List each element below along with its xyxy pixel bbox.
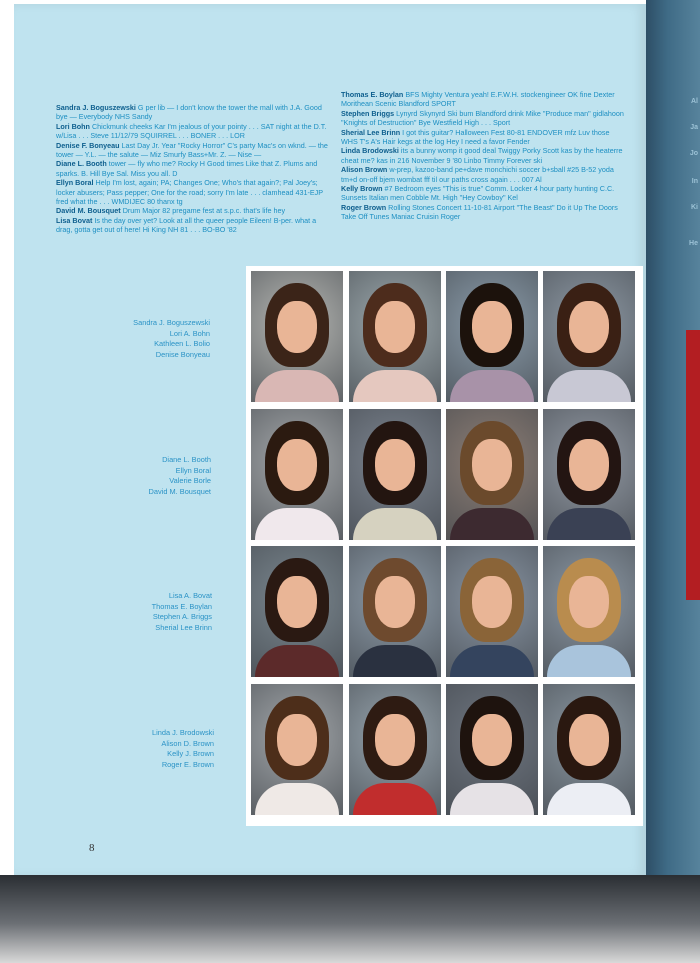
face-shape bbox=[375, 576, 415, 628]
student-name: Sandra J. Boguszewski bbox=[133, 318, 210, 327]
shirt-shape bbox=[450, 645, 534, 677]
student-name: Lori A. Bohn bbox=[169, 328, 210, 338]
bio-entry: Sherial Lee Brinn I got this guitar? Halloween Fest 80-81 ENDOVER mfz Luv those WHS T's A's Hair kegs at the log Hey I need a favor Fender bbox=[341, 127, 610, 147]
student-portrait bbox=[251, 546, 343, 677]
face-shape bbox=[277, 576, 317, 628]
student-name: Valerie Borle bbox=[169, 476, 211, 486]
student-portrait bbox=[251, 271, 343, 402]
face-shape bbox=[569, 576, 609, 628]
face-shape bbox=[277, 301, 317, 353]
face-shape bbox=[277, 714, 317, 766]
face-shape bbox=[375, 714, 415, 766]
student-portrait bbox=[349, 409, 441, 540]
scan-shadow bbox=[0, 875, 700, 963]
shirt-shape bbox=[450, 370, 534, 402]
name-group-row-4 bbox=[74, 728, 214, 770]
student-name: Roger E. Brown bbox=[161, 759, 214, 769]
student-portrait bbox=[543, 409, 635, 540]
student-portrait bbox=[349, 546, 441, 677]
shirt-shape bbox=[353, 645, 437, 677]
bio-entry: Ellyn Boral Help I'm lost, again; PA; Changes One; Who's that again?; Pal Joey's; locker abusers; Pass pepper; One for the road; sorry I'm late . . . clamhead 431-EJP fred what the . . . WMDIJEC 80 thanx tg bbox=[56, 178, 323, 207]
shirt-shape bbox=[450, 783, 534, 815]
student-name: David M. Bousquet bbox=[148, 486, 211, 496]
bio-entry: Alison Brown w-prep, kazoo-band pe+dave monchichi soccer b+sball #25 B-52 yoda tm+d on-off bjem wombat fff til our paths cross again . . . 007 Al bbox=[341, 165, 614, 184]
student-name: Sherial Lee Brinn bbox=[155, 622, 212, 632]
bio-column-right bbox=[341, 90, 624, 222]
shirt-shape bbox=[450, 508, 534, 540]
student-name: Stephen A. Briggs bbox=[152, 612, 212, 622]
student-portrait bbox=[349, 271, 441, 402]
student-portrait bbox=[446, 546, 538, 677]
shirt-shape bbox=[353, 508, 437, 540]
portrait-grid bbox=[246, 266, 643, 826]
student-portrait bbox=[543, 271, 635, 402]
yearbook-page bbox=[14, 4, 646, 876]
shirt-shape bbox=[255, 508, 339, 540]
name-group-row-2 bbox=[74, 455, 211, 497]
bio-entry: Denise F. Bonyeau Last Day Jr. Year "Rocky Horror" C's party Mac's on wknd. — the tower — Y.L. — the salute — Miz Smurfy Bass+Mr. Z. — Nise — bbox=[56, 140, 328, 160]
shirt-shape bbox=[255, 783, 339, 815]
facing-text: In bbox=[691, 178, 698, 185]
shirt-shape bbox=[547, 783, 631, 815]
bio-entry: Thomas E. Boylan BFS Mighty Ventura yeah! E.F.W.H. stockengineer OK fine Dexter Morithean Scenic Blandford SPORT bbox=[341, 90, 615, 109]
bio-column-left bbox=[56, 103, 331, 235]
face-shape bbox=[569, 714, 609, 766]
facing-text: Jo bbox=[689, 150, 698, 157]
student-name: Kelly J. Brown bbox=[167, 749, 214, 759]
student-name: Lisa A. Bovat bbox=[168, 591, 212, 600]
face-shape bbox=[375, 439, 415, 491]
facing-text: Ki bbox=[691, 204, 698, 211]
shirt-shape bbox=[353, 370, 437, 402]
face-shape bbox=[472, 576, 512, 628]
bio-entry: Stephen Briggs Lynyrd Skynyrd Ski bum Blandford drink Mike "Produce man" gidlahoon "Knights of Destruction" Bye Westfield High . . . Sport bbox=[341, 108, 624, 128]
face-shape bbox=[472, 714, 512, 766]
student-portrait bbox=[543, 546, 635, 677]
face-shape bbox=[472, 301, 512, 353]
bio-entry: Roger Brown Rolling Stones Concert 11-10-81 Airport "The Beast" Do it Up The Doors Take Off Tunes Maniac Cruisin Roger bbox=[341, 202, 618, 222]
student-name: Denise Bonyeau bbox=[155, 349, 210, 359]
bio-entry: Lori Bohn Chickmunk cheeks Kar I'm jealous of your pointy . . . SAT night at the D.T. w/Lisa . . . Steve 11/12/79 SQUIRREL . . . BONER . . . LOR bbox=[56, 121, 327, 141]
face-shape bbox=[569, 301, 609, 353]
shirt-shape bbox=[353, 783, 437, 815]
bio-entry: Sandra J. Boguszewski G per lib — I don't know the tower the mall with J.A. Good bye — Everybody NHS Sandy bbox=[56, 103, 322, 122]
shirt-shape bbox=[547, 508, 631, 540]
student-name: Thomas E. Boylan bbox=[151, 601, 212, 611]
bio-entry: Lisa Bovat Is the day over yet? Look at all the queer people Eileen! B-per. what a drag, gotta get out of here! Hi King NH 81 . . . BO-BO '82 bbox=[56, 215, 317, 235]
shirt-shape bbox=[255, 645, 339, 677]
name-group-row-1 bbox=[74, 318, 210, 360]
student-portrait bbox=[251, 684, 343, 815]
shirt-shape bbox=[547, 645, 631, 677]
face-shape bbox=[277, 439, 317, 491]
student-name: Ellyn Boral bbox=[175, 465, 211, 475]
facing-text: Ja bbox=[690, 124, 698, 131]
red-strip bbox=[686, 330, 700, 600]
page-number: 8 bbox=[89, 842, 95, 854]
student-portrait bbox=[446, 409, 538, 540]
facing-text: He bbox=[689, 240, 698, 247]
student-name: Alison D. Brown bbox=[161, 738, 214, 748]
name-group-row-3 bbox=[74, 591, 212, 633]
student-portrait bbox=[251, 409, 343, 540]
bio-entry: David M. Bousquet Drum Major 82 pregame fest at s.p.c. that's life hey bbox=[56, 206, 286, 216]
bio-entry: Kelly Brown #7 Bedroom eyes "This is true" Comm. Locker 4 hour party hunting C.C. Sunsets Italian men Cobble Mt. High "Hey Cowboy" Kel bbox=[341, 184, 615, 203]
shirt-shape bbox=[547, 370, 631, 402]
student-name: Kathleen L. Bolio bbox=[154, 339, 210, 349]
student-portrait bbox=[446, 271, 538, 402]
shirt-shape bbox=[255, 370, 339, 402]
face-shape bbox=[472, 439, 512, 491]
student-portrait bbox=[349, 684, 441, 815]
face-shape bbox=[375, 301, 415, 353]
bio-entry: Diane L. Booth tower — fly who me? Rocky H Good times Like that Z. Plums and sparks. B. Hill Bye Sal. Miss you all. D bbox=[56, 159, 318, 178]
facing-text: Al bbox=[691, 98, 698, 105]
face-shape bbox=[569, 439, 609, 491]
facing-page-edge bbox=[646, 0, 700, 900]
bio-entry: Linda Brodowski its a bunny womp it good deal Twiggy Porky Scott kas by the heaterre cheat me? kas in 216 November 9 '80 Linbo Timmy Forever ski bbox=[341, 146, 623, 165]
student-portrait bbox=[446, 684, 538, 815]
student-name: Diane L. Booth bbox=[162, 455, 211, 464]
student-portrait bbox=[543, 684, 635, 815]
student-name: Linda J. Brodowski bbox=[151, 728, 214, 737]
